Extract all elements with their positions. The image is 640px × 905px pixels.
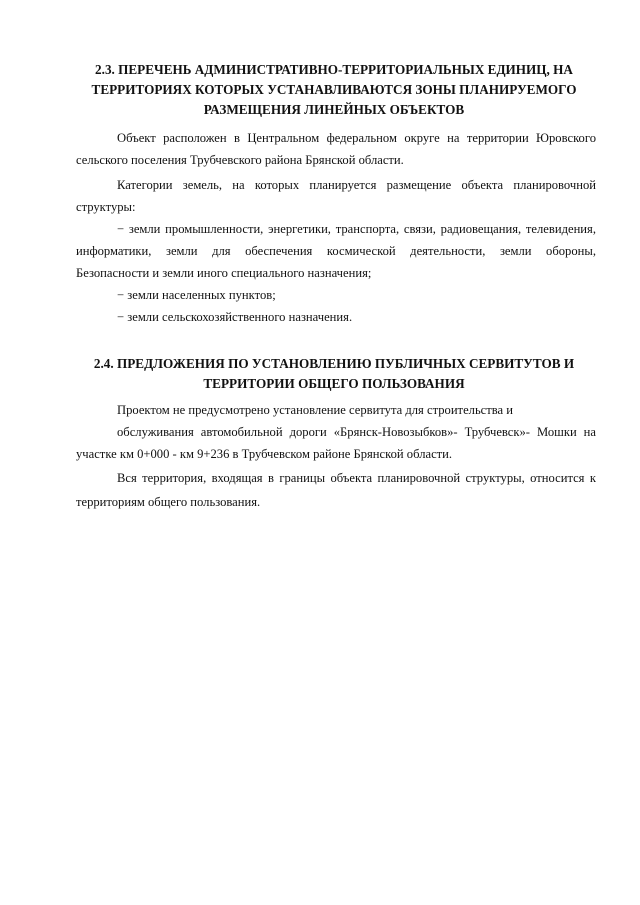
section-2-4-line-5: территориям общего пользования.: [76, 495, 261, 509]
section-2-3-line-4: структуры:: [76, 200, 136, 214]
section-2-3-line-5: − земли промышленности, энергетики, транспорта, связи, радиовещания, телевидения,: [117, 222, 596, 236]
section-2-3-line-2: сельского поселения Трубчевского района Брянской области.: [76, 153, 404, 167]
section-2-3-title-line-2: ТЕРРИТОРИЯХ КОТОРЫХ УСТАНАВЛИВАЮТСЯ ЗОНЫ ПЛАНИРУЕМОГО: [91, 82, 577, 97]
section-2-4-line-4: Вся территория, входящая в границы объекта планировочной структуры, относится к: [117, 471, 596, 485]
section-2-3-line-3: Категории земель, на которых планируется размещение объекта планировочной: [117, 178, 596, 192]
section-2-3-line-7: Безопасности и земли иного специального назначения;: [76, 266, 372, 280]
section-2-3-line-8: − земли населенных пунктов;: [117, 288, 276, 302]
section-2-4-line-3: участке км 0+000 - км 9+236 в Трубчевском районе Брянской области.: [76, 447, 453, 461]
section-2-3-line-9: − земли сельскохозяйственного назначения.: [117, 310, 353, 324]
section-2-4-line-1: Проектом не предусмотрено установление сервитута для строительства и: [117, 403, 514, 417]
section-2-4-line-2: обслуживания автомобильной дороги «Брянск-Новозыбков»- Трубчевск»- Мошки на: [117, 425, 596, 439]
section-2-4-title-line-2: ТЕРРИТОРИИ ОБЩЕГО ПОЛЬЗОВАНИЯ: [203, 376, 465, 391]
section-2-3-title-line-1: 2.3. ПЕРЕЧЕНЬ АДМИНИСТРАТИВНО-ТЕРРИТОРИАЛЬНЫХ ЕДИНИЦ, НА: [95, 62, 573, 77]
section-2-3-line-6: информатики, земли для обеспечения космической деятельности, земли обороны,: [76, 244, 596, 258]
section-2-3-title-line-3: РАЗМЕЩЕНИЯ ЛИНЕЙНЫХ ОБЪЕКТОВ: [203, 102, 465, 117]
section-2-4-title-line-1: 2.4. ПРЕДЛОЖЕНИЯ ПО УСТАНОВЛЕНИЮ ПУБЛИЧНЫХ СЕРВИТУТОВ И: [93, 356, 575, 371]
section-2-3-line-1: Объект расположен в Центральном федеральном округе на территории Юровского: [117, 131, 596, 145]
